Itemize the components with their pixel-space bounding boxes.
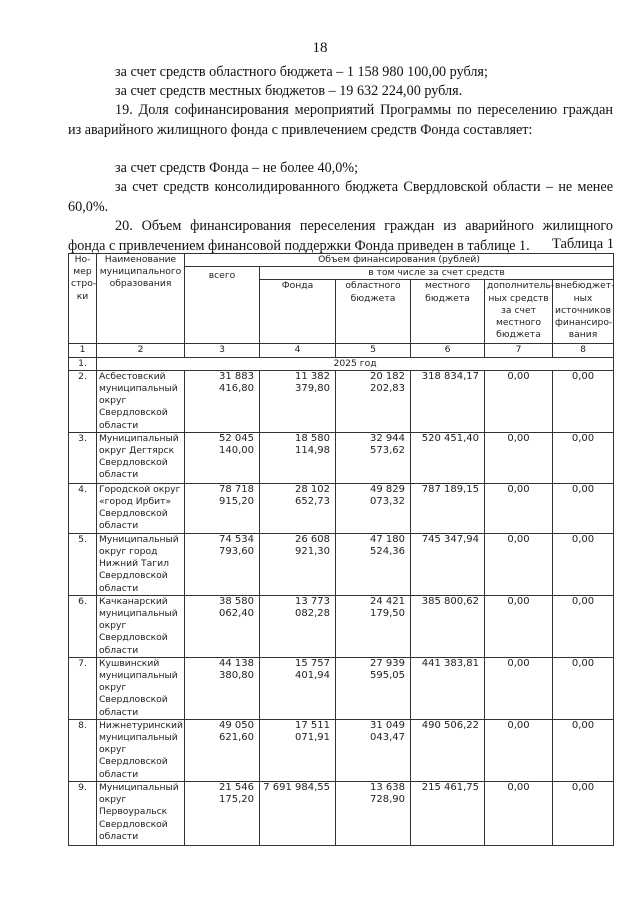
extra-value: 0,00: [553, 657, 614, 719]
additional-value: 0,00: [485, 657, 553, 719]
table-caption: Таблица 1: [551, 236, 614, 252]
table-row: [69, 370, 614, 432]
fund-value: 7 691 984,55: [260, 781, 336, 845]
row-number: 7.: [69, 657, 97, 719]
fund-share-line: за счет средств Фонда – не более 40,0%;: [115, 160, 359, 176]
page-number: 18: [312, 40, 328, 56]
row-number: 6.: [69, 595, 97, 657]
fund-value: 13 773 082,28: [260, 595, 336, 657]
extra-value: 0,00: [553, 533, 614, 595]
row-number: 9.: [69, 781, 97, 845]
table-row: [69, 781, 614, 845]
col-number: 2: [97, 344, 185, 357]
consolidated-share-line: за счет средств консолидированного бюджета Свердловской области – не менее 60,0%.: [68, 179, 613, 215]
paragraph-19: 19. Доля софинансирования мероприятий Программы по переселению граждан из аварийного жилищного фонда с привлечением средств Фонда составляет:: [68, 102, 613, 138]
header-row-no: Но-мер стро-ки: [69, 254, 97, 344]
row-number: 1.: [69, 357, 97, 370]
table-row: [69, 432, 614, 483]
municipality-name: Городской округ «город Ирбит» Свердловской области: [97, 483, 185, 533]
municipality-name: Кушвинский муниципальный округ Свердловской области: [97, 657, 185, 719]
additional-value: 0,00: [485, 719, 553, 781]
regional-value: 27 939 595,05: [336, 657, 411, 719]
additional-value: 0,00: [485, 370, 553, 432]
municipality-name: Нижнетуринский муниципальный округ Свердловской области: [97, 719, 185, 781]
col-number: 6: [411, 344, 485, 357]
header-regional: областного бюджета: [336, 280, 411, 344]
table-row: [69, 595, 614, 657]
total-value: 21 546 175,20: [185, 781, 260, 845]
regional-value: 49 829 073,32: [336, 483, 411, 533]
column-numbers-row: [69, 344, 614, 357]
regional-value: 13 638 728,90: [336, 781, 411, 845]
fund-value: 15 757 401,94: [260, 657, 336, 719]
regional-value: 31 049 043,47: [336, 719, 411, 781]
extra-value: 0,00: [553, 719, 614, 781]
regional-budget-line: за счет средств областного бюджета – 1 158 980 100,00 рубля;: [115, 64, 488, 80]
fund-value: 11 382 379,80: [260, 370, 336, 432]
extra-value: 0,00: [553, 781, 614, 845]
local-value: 787 189,15: [411, 483, 485, 533]
municipality-name: Муниципальный округ Первоуральск Свердловской области: [97, 781, 185, 845]
row-number: 8.: [69, 719, 97, 781]
row-number: 2.: [69, 370, 97, 432]
total-value: 44 138 380,80: [185, 657, 260, 719]
row-number: 3.: [69, 432, 97, 483]
col-number: 4: [260, 344, 336, 357]
additional-value: 0,00: [485, 432, 553, 483]
table-row: [69, 533, 614, 595]
col-number: 5: [336, 344, 411, 357]
regional-value: 20 182 202,83: [336, 370, 411, 432]
total-value: 52 045 140,00: [185, 432, 260, 483]
financing-table: [68, 253, 614, 846]
header-additional: дополнитель-ных средств за счет местного бюджета: [485, 280, 553, 344]
col-number: 8: [553, 344, 614, 357]
municipality-name: Асбестовский муниципальный округ Свердловской области: [97, 370, 185, 432]
local-value: 441 383,81: [411, 657, 485, 719]
local-value: 318 834,17: [411, 370, 485, 432]
additional-value: 0,00: [485, 781, 553, 845]
total-value: 38 580 062,40: [185, 595, 260, 657]
total-value: 31 883 416,80: [185, 370, 260, 432]
col-number: 7: [485, 344, 553, 357]
extra-value: 0,00: [553, 483, 614, 533]
paragraph-20: 20. Объем финансирования переселения граждан из аварийного жилищного фонда с привлечением финансовой поддержки Фонда приведен в таблице 1.: [68, 218, 613, 254]
municipality-name: Муниципальный округ город Нижний Тагил Свердловской области: [97, 533, 185, 595]
row-number: 4.: [69, 483, 97, 533]
row-number: 5.: [69, 533, 97, 595]
local-value: 745 347,94: [411, 533, 485, 595]
header-volume: Объем финансирования (рублей): [185, 254, 614, 267]
table-row: [69, 657, 614, 719]
header-extra-budget: внебюджет-ных источников финансиро-вания: [553, 280, 614, 344]
year-row: [69, 357, 614, 370]
year-label: 2025 год: [97, 357, 614, 370]
total-value: 78 718 915,20: [185, 483, 260, 533]
fund-value: 28 102 652,73: [260, 483, 336, 533]
extra-value: 0,00: [553, 432, 614, 483]
col-number: 3: [185, 344, 260, 357]
header-including: в том числе за счет средств: [260, 267, 614, 280]
total-value: 49 050 621,60: [185, 719, 260, 781]
additional-value: 0,00: [485, 533, 553, 595]
extra-value: 0,00: [553, 595, 614, 657]
local-value: 490 506,22: [411, 719, 485, 781]
fund-value: 26 608 921,30: [260, 533, 336, 595]
extra-value: 0,00: [553, 370, 614, 432]
regional-value: 47 180 524,36: [336, 533, 411, 595]
header-fund: Фонда: [260, 280, 336, 344]
additional-value: 0,00: [485, 595, 553, 657]
regional-value: 32 944 573,62: [336, 432, 411, 483]
header-local: местного бюджета: [411, 280, 485, 344]
col-number: 1: [69, 344, 97, 357]
fund-value: 17 511 071,91: [260, 719, 336, 781]
local-value: 385 800,62: [411, 595, 485, 657]
header-total: всего: [185, 267, 260, 344]
total-value: 74 534 793,60: [185, 533, 260, 595]
fund-value: 18 580 114,98: [260, 432, 336, 483]
local-value: 215 461,75: [411, 781, 485, 845]
regional-value: 24 421 179,50: [336, 595, 411, 657]
table-row: [69, 483, 614, 533]
local-value: 520 451,40: [411, 432, 485, 483]
table-row: [69, 719, 614, 781]
header-municipality: Наименование муниципального образования: [97, 254, 185, 344]
municipality-name: Муниципальный округ Дегтярск Свердловской области: [97, 432, 185, 483]
local-budget-line: за счет средств местных бюджетов – 19 632 224,00 рубля.: [115, 83, 463, 99]
municipality-name: Качканарский муниципальный округ Свердловской области: [97, 595, 185, 657]
additional-value: 0,00: [485, 483, 553, 533]
